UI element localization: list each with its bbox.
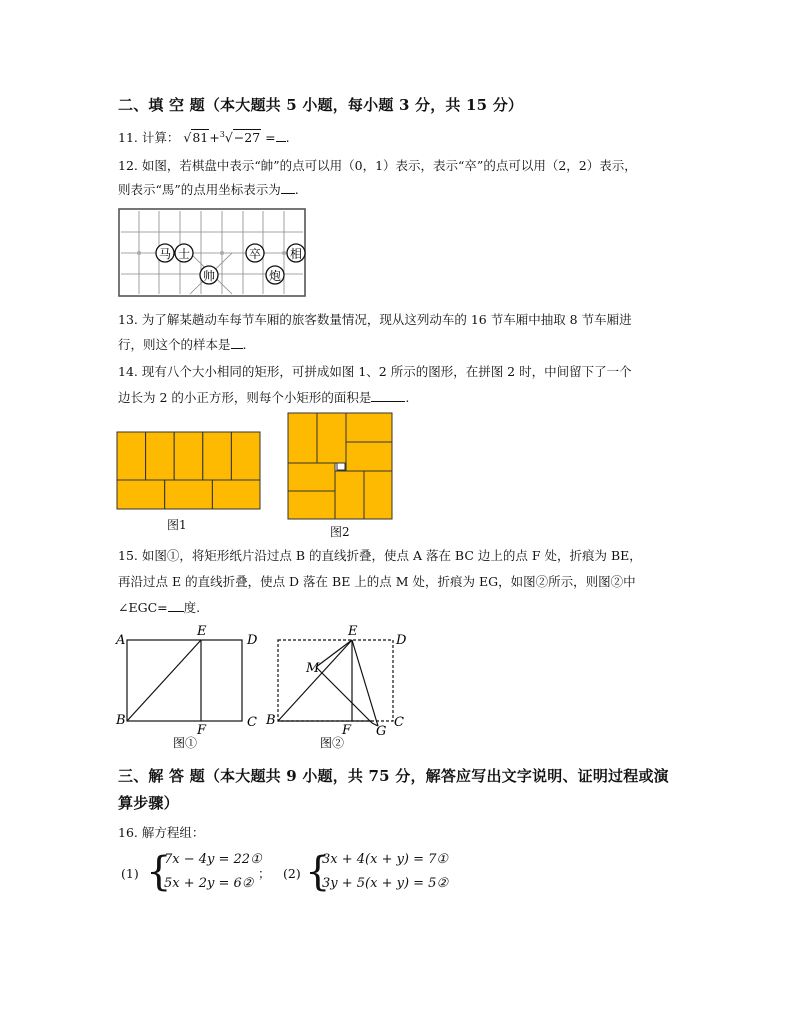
label-C2: C xyxy=(394,715,404,730)
chess-board-figure xyxy=(118,208,308,298)
svg-text:炮: 炮 xyxy=(268,269,282,283)
section-3-title-line-1: 三、解 答 题（本大题共 9 小题，共 75 分，解答应写出文字说明、证明过程或演 xyxy=(118,767,669,785)
p2-equation-2: 3y + 5(x + y) = 5② xyxy=(322,876,449,891)
svg-text:士: 士 xyxy=(177,247,191,261)
p1-equation-1: 7x − 4y = 22① xyxy=(164,852,262,867)
label-C: C xyxy=(247,715,257,730)
plus-sign: + xyxy=(209,130,220,146)
fold-figure-2 xyxy=(262,622,412,752)
label-D2: D xyxy=(396,633,407,648)
q13-period: . xyxy=(242,337,247,352)
label-G: G xyxy=(376,724,387,739)
cbrt-minus-27: $^3$√−27 xyxy=(219,130,261,146)
question-11 xyxy=(118,127,290,146)
svg-text:卒: 卒 xyxy=(248,247,262,261)
question-16-title: 16. 解方程组： xyxy=(118,825,205,840)
left-brace-1: { xyxy=(146,849,172,895)
q11-prefix: 计算： xyxy=(141,130,180,146)
q11-number: 11. xyxy=(118,130,138,146)
piece-ma xyxy=(156,244,174,262)
piece-shi xyxy=(175,244,193,262)
question-15-line-3 xyxy=(118,600,200,616)
p2-equation-1: 3x + 4(x + y) = 7① xyxy=(322,852,449,867)
section-3-title-line-2: 算步骤） xyxy=(118,794,179,812)
equals-sign: = xyxy=(261,130,276,146)
q11-period: . xyxy=(285,130,290,146)
q12-answer-blank xyxy=(281,193,295,194)
sqrt-81: √81 xyxy=(183,130,209,146)
question-13-line-2 xyxy=(118,337,247,353)
q16-separator: ； xyxy=(258,866,271,881)
label-A: A xyxy=(116,633,126,648)
fig2-caption: 图2 xyxy=(330,525,350,539)
q13-line2-text: 行，则这个的样本是 xyxy=(118,337,231,352)
question-15-line-2: 再沿过点 E 的直线折叠，使点 D 落在 BE 上的点 M 处，折痕为 EG，如图②所示，则图②中 xyxy=(118,574,636,589)
label-F2: F xyxy=(342,723,352,738)
label-D: D xyxy=(247,633,258,648)
question-12-line-2 xyxy=(118,182,299,198)
q13-answer-blank xyxy=(231,348,243,349)
q14-line2-text: 边长为 2 的小正方形，则每个小矩形的面积是 xyxy=(118,390,372,405)
question-15-line-1: 15. 如图①，将矩形纸片沿过点 B 的直线折叠，使点 A 落在 BC 边上的点 F 处，折痕为 BE， xyxy=(118,548,642,563)
q16-part2-label: (2) xyxy=(283,866,301,881)
center-hole xyxy=(337,463,345,470)
fig1-rects xyxy=(117,432,260,509)
svg-text:帅: 帅 xyxy=(202,269,216,283)
q11-answer-blank xyxy=(276,141,286,142)
rectangles-figure-2 xyxy=(287,412,394,521)
question-13-line-1: 13. 为了解某趟动车每节车厢的旅客数量情况，现从这列动车的 16 节车厢中抽取 8 节车厢进 xyxy=(118,312,632,327)
fold-figure-1 xyxy=(113,622,265,752)
piece-pao xyxy=(266,266,284,284)
fig1-circled-caption: 图① xyxy=(173,736,198,750)
q12-period: . xyxy=(294,182,299,197)
q15-line3-text: ∠EGC= xyxy=(118,600,168,615)
p1-equation-2: 5x + 2y = 6② xyxy=(164,876,254,891)
piece-shuai xyxy=(200,266,218,284)
q15-line3-end: 度. xyxy=(183,600,201,615)
question-14-line-2 xyxy=(118,390,409,406)
label-B: B xyxy=(116,713,126,728)
label-B2: B xyxy=(266,713,276,728)
q14-period: . xyxy=(405,390,410,405)
q12-line2-text: 则表示“馬”的点用坐标表示为 xyxy=(118,182,281,197)
question-14-line-1: 14. 现有八个大小相同的矩形，可拼成如图 1、2 所示的图形，在拼图 2 时，中间留下了一个 xyxy=(118,364,632,379)
piece-zu xyxy=(246,244,264,262)
piece-xiang xyxy=(287,244,305,262)
question-12-line-1: 12. 如图，若棋盘中表示“帥”的点可以用（0，1）表示，表示“卒”的点可以用（2，2）表示， xyxy=(118,158,637,173)
label-E2: E xyxy=(348,624,358,639)
label-E: E xyxy=(197,624,207,639)
fig2-circled-caption: 图② xyxy=(320,736,345,750)
svg-text:相: 相 xyxy=(289,247,303,261)
label-M: M xyxy=(306,661,320,676)
q14-answer-blank xyxy=(371,401,405,402)
left-brace-2: { xyxy=(305,849,331,895)
fig1-caption: 图1 xyxy=(167,518,187,532)
svg-text:马: 马 xyxy=(158,247,172,261)
q15-answer-blank xyxy=(168,611,184,612)
rectangles-figure-1 xyxy=(116,431,262,511)
label-F: F xyxy=(197,723,207,738)
section-2-title: 二、填 空 题（本大题共 5 小题，每小题 3 分，共 15 分） xyxy=(118,96,524,114)
q16-part1-label: (1) xyxy=(121,866,139,881)
